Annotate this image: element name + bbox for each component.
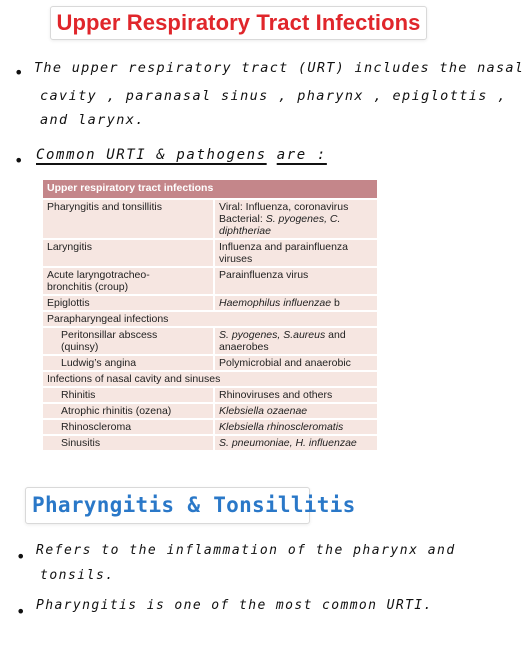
group-cell: Parapharyngeal infections — [43, 311, 377, 327]
condition-cell — [43, 267, 214, 295]
pathogen-cell — [214, 403, 377, 419]
bullet-icon: • — [14, 151, 24, 170]
condition-cell: Atrophic rhinitis (ozena) — [43, 403, 214, 419]
pathogen-italic: Klebsiella rhinoscleromatis — [219, 421, 344, 433]
table-row — [43, 387, 377, 403]
pathogen-italic: S. pyogenes, S.aureus — [219, 329, 326, 341]
pathogen-cell: Influenza and parainfluenza viruses — [214, 239, 377, 267]
section-line-1: Refers to the inflammation of the pharynx and — [36, 543, 456, 558]
section-line-3: Pharyngitis is one of the most common URTI. — [36, 598, 433, 613]
pathogen-cell — [214, 327, 377, 355]
condition-cell: Laryngitis — [43, 239, 214, 267]
pathogen-line: Viral: Influenza, coronavirus — [219, 201, 349, 213]
condition-cell: Sinusitis — [43, 435, 214, 450]
table-row — [43, 435, 377, 450]
section-line-2: tonsils. — [40, 568, 115, 583]
condition-line: bronchitis (croup) — [47, 281, 129, 293]
pathogen-italic: S. pyogenes, C. diphtheriae — [219, 213, 341, 237]
condition-line: (quinsy) — [61, 341, 99, 353]
pathogen-suffix: and anaerobes — [219, 329, 346, 353]
condition-cell: Ludwig’s angina — [43, 355, 214, 371]
page-title-box — [50, 6, 427, 40]
table-row — [43, 355, 377, 371]
note-line-4 — [36, 145, 327, 165]
table-row — [43, 267, 377, 295]
bullet-icon: • — [16, 602, 26, 621]
table-row — [43, 327, 377, 355]
table-row — [43, 419, 377, 435]
table-row — [43, 295, 377, 311]
pathogen-line — [219, 213, 373, 237]
pathogen-cell — [214, 199, 377, 239]
pathogen-prefix: Bacterial: — [219, 213, 266, 225]
pathogen-cell — [214, 295, 377, 311]
table-row-group — [43, 371, 377, 387]
common-urti-heading: Common URTI & pathogens — [36, 147, 267, 163]
pathogen-cell: Polymicrobial and anaerobic — [214, 355, 377, 371]
table-row — [43, 199, 377, 239]
pathogen-cell — [214, 435, 377, 450]
condition-line: Acute laryngotracheo- — [47, 269, 150, 281]
note-line-3: and larynx. — [40, 112, 145, 128]
section-title: Pharyngitis & Tonsillitis — [32, 493, 356, 517]
urti-table — [43, 180, 377, 450]
note-line-1: The upper respiratory tract (URT) includes the nasal — [34, 60, 524, 76]
bullet-icon: • — [14, 63, 24, 82]
group-cell: Infections of nasal cavity and sinuses — [43, 371, 377, 387]
pathogen-suffix: b — [331, 297, 340, 309]
pathogen-italic: Haemophilus influenzae — [219, 297, 332, 309]
bullet-icon: • — [16, 547, 26, 566]
pathogen-cell: Rhinoviruses and others — [214, 387, 377, 403]
are-text: are : — [276, 147, 327, 163]
condition-cell: Rhinitis — [43, 387, 214, 403]
pathogen-cell — [214, 419, 377, 435]
condition-cell: Epiglottis — [43, 295, 214, 311]
condition-cell: Pharyngitis and tonsillitis — [43, 199, 214, 239]
table-row — [43, 403, 377, 419]
table-row — [43, 239, 377, 267]
table-header: Upper respiratory tract infections — [43, 180, 377, 199]
page-title: Upper Respiratory Tract Infections — [56, 10, 421, 35]
condition-cell: Rhinoscleroma — [43, 419, 214, 435]
note-line-2: cavity , paranasal sinus , pharynx , epiglottis , — [40, 88, 507, 104]
condition-cell — [43, 327, 214, 355]
table-row-group — [43, 311, 377, 327]
pathogen-italic: Klebsiella ozaenae — [219, 405, 308, 417]
pathogen-cell: Parainfluenza virus — [214, 267, 377, 295]
pathogen-italic: S. pneumoniae, H. influenzae — [219, 437, 357, 449]
condition-line: Peritonsillar abscess — [61, 329, 158, 341]
section-title-box — [25, 487, 356, 524]
